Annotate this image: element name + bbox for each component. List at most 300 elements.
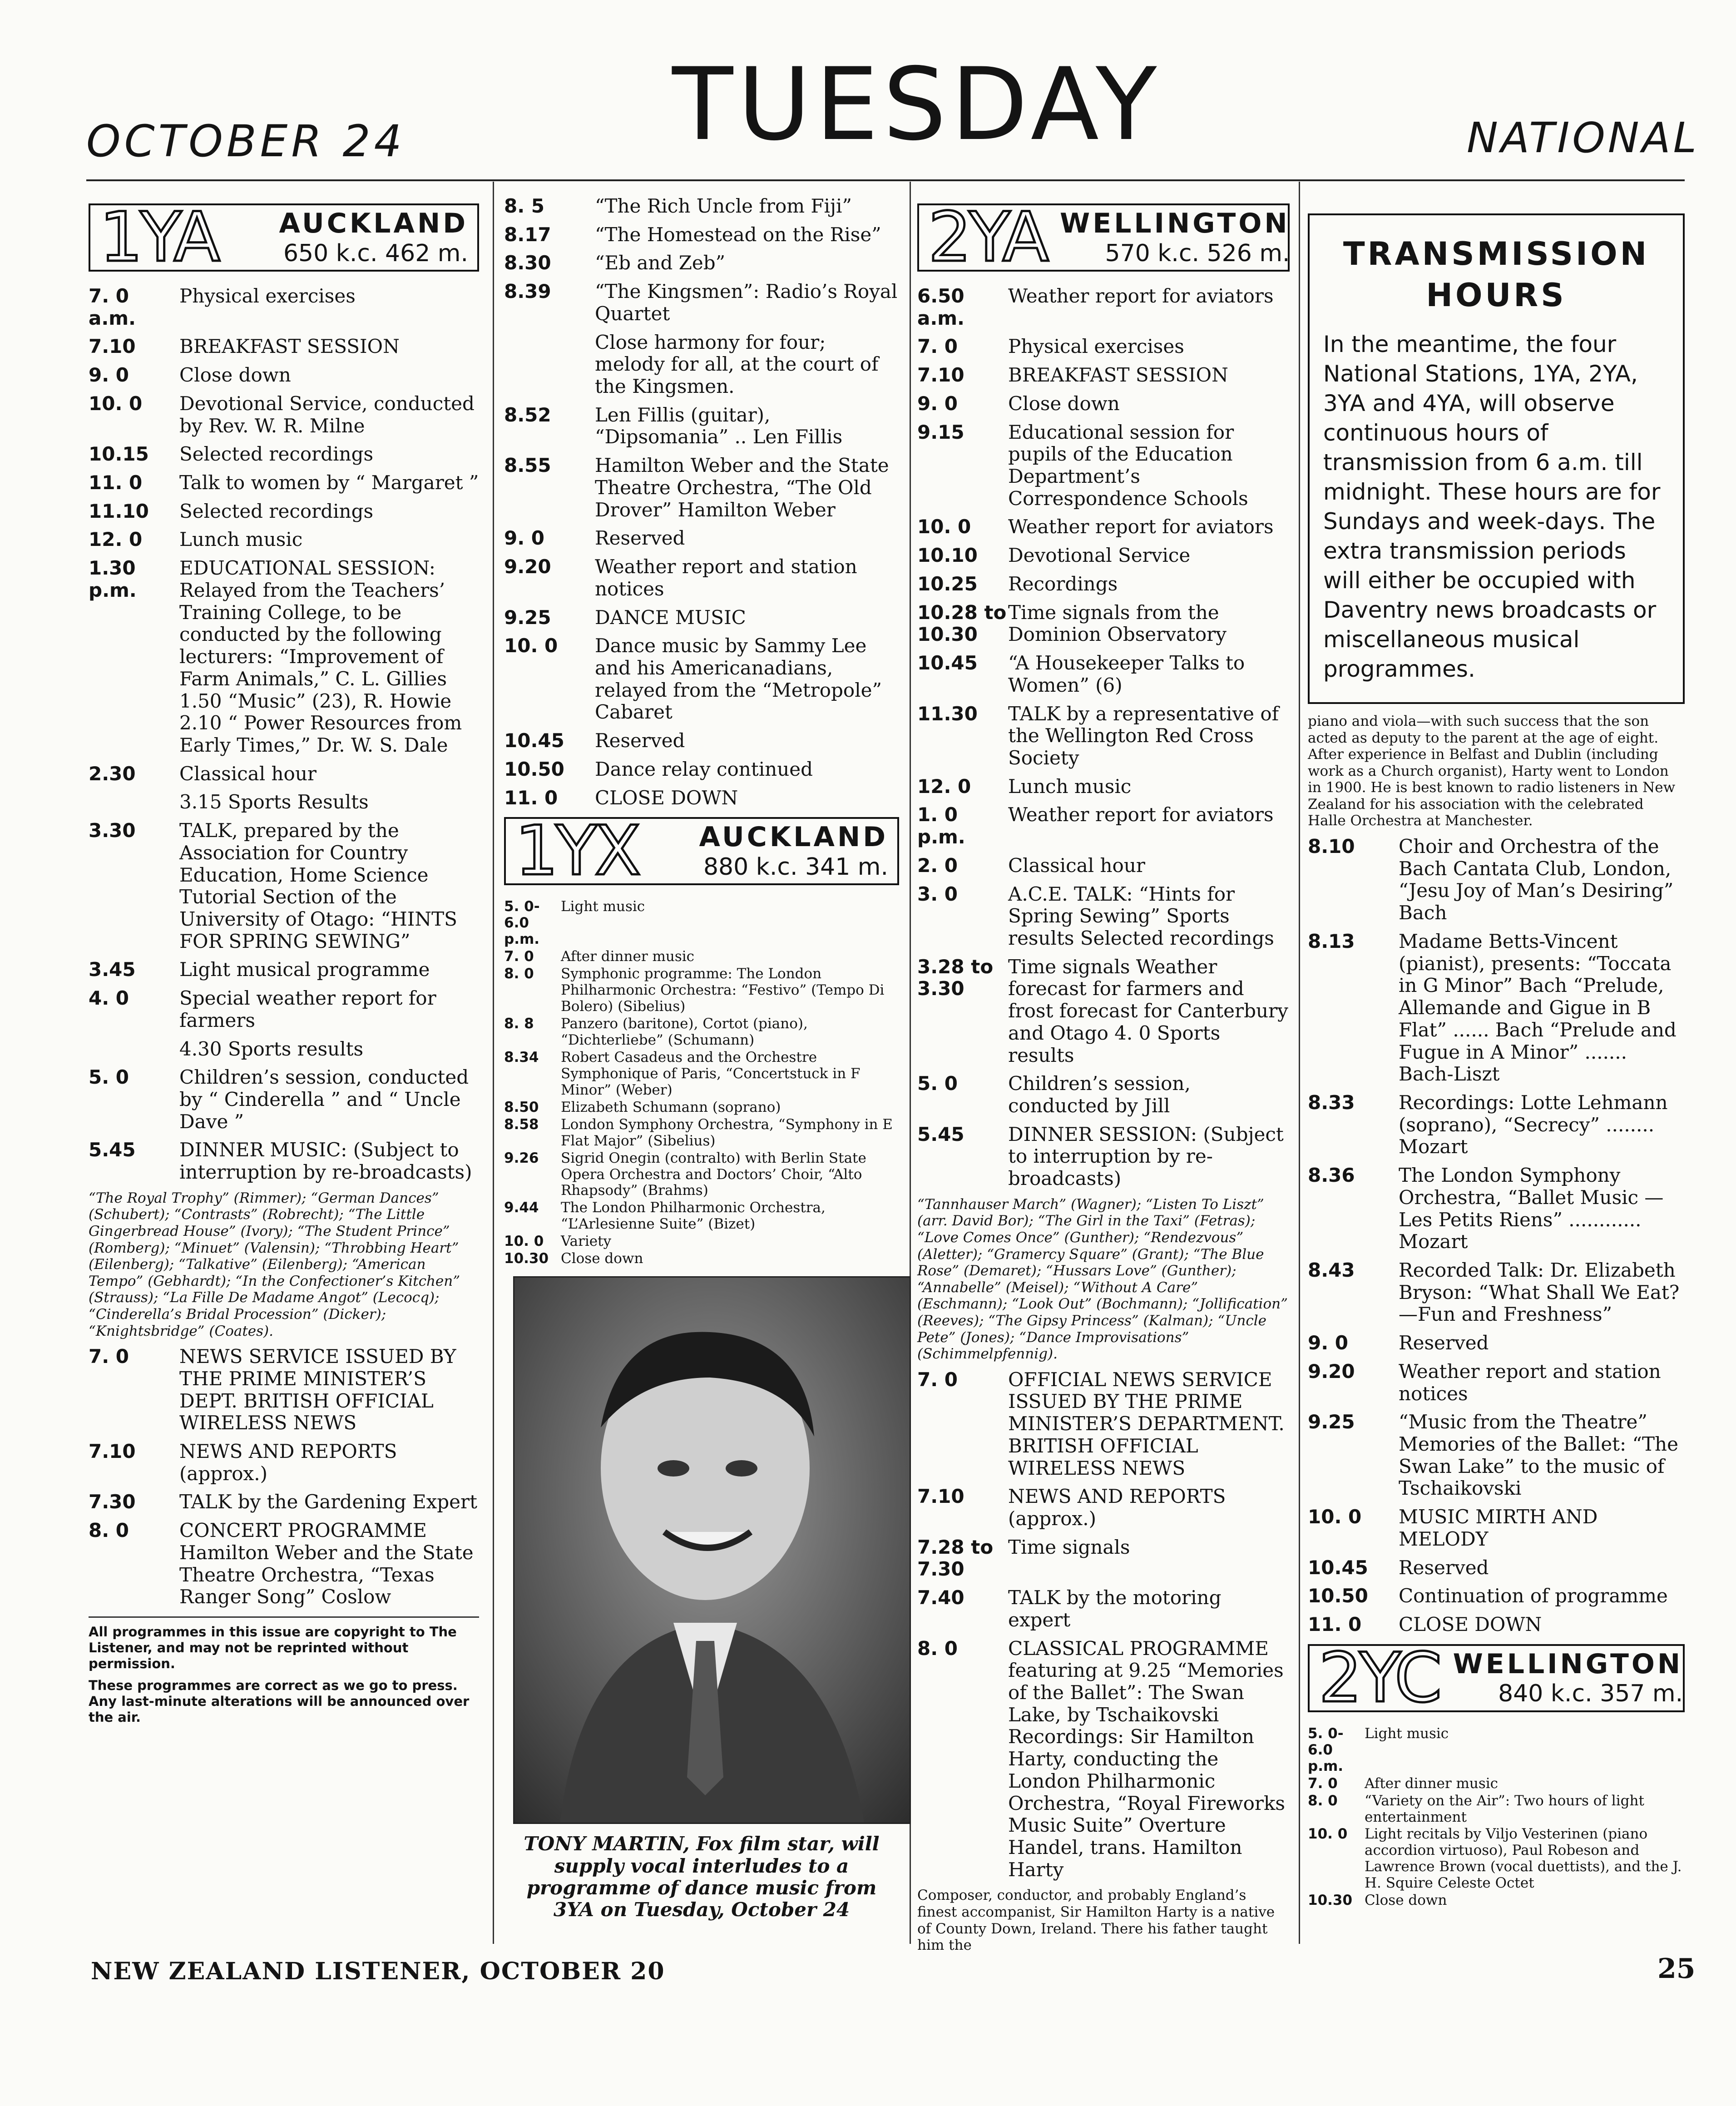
programme-time: 8. 0	[504, 966, 534, 982]
network-heading: NATIONAL	[1467, 114, 1699, 162]
programme-description: Sigrid Onegin (contralto) with Berlin State Opera Orchestra and Doctors’ Choir, “Alto Rhapsody” (Brahms)	[561, 1150, 866, 1199]
programme-description: Children’s session, conducted by “ Cinderella ” and “ Uncle Dave ”	[179, 1066, 469, 1133]
programme-description: Light recitals by Viljo Vesterinen (piano accordion virtuoso), Paul Robeson and Lawrence Brown (vocal duettists), and the J. H. Squire Celeste Octet	[1365, 1826, 1682, 1892]
programme-description: CLOSE DOWN	[1399, 1613, 1542, 1636]
programme-item	[1308, 1614, 1685, 1636]
programme-item	[89, 336, 479, 358]
programme-description: Reserved	[595, 527, 685, 550]
programme-list	[504, 195, 899, 809]
programme-item	[504, 1100, 899, 1116]
programme-item	[504, 730, 899, 752]
station-frequency: 570 k.c. 526 m.	[1105, 239, 1290, 267]
programme-description: EDUCATIONAL SESSION: Relayed from the Teachers’ Training College, to be conducted by the following lecturers: “Improvement of Farm Animals,” C. L. Gillies 1.50 “Music” (23), R. Howie 2.10 “ Power Resources from Early Times,” Dr. W. S. Dale	[179, 557, 462, 756]
programme-time: 9. 0	[504, 527, 545, 550]
transmission-body: In the meantime, the four National Stations, 1YA, 2YA, 3YA and 4YA, will observe continuous hours of transmission from 6 a.m. till midnight. These hours are for Sundays and week-days. The extra transmission periods will either be occupied with Daventry news broadcasts or miscellaneous musical programmes.	[1323, 331, 1661, 682]
programme-description: OFFICIAL NEWS SERVICE ISSUED BY THE PRIME MINISTER’S DEPARTMENT. BRITISH OFFICIAL WIRELESS NEWS	[1008, 1368, 1285, 1479]
station-call: 2YA	[928, 198, 1047, 277]
column-rule	[1299, 182, 1300, 1944]
programme-item	[504, 1150, 899, 1199]
programme-time: 5.45	[89, 1139, 136, 1161]
column-2ya	[917, 195, 1290, 1960]
programme-description: Recordings: Lotte Lehmann (soprano), “Secrecy” ........ Mozart	[1399, 1091, 1668, 1158]
programme-time: 7. 0 a.m.	[89, 285, 136, 329]
programme-description: Talk to women by “ Margaret ”	[179, 471, 479, 494]
programme-time: 8.13	[1308, 930, 1355, 952]
programme-list	[504, 899, 899, 1267]
programme-description: CONCERT PROGRAMME Hamilton Weber and the State Theatre Orchestra, “Texas Ranger Song” Coslow	[179, 1519, 474, 1608]
programme-item	[917, 703, 1290, 769]
programme-time: 12. 0	[89, 528, 143, 551]
programme-time: 1. 0 p.m.	[917, 803, 965, 848]
column-rule	[493, 182, 494, 1944]
programme-item	[89, 1066, 479, 1133]
programme-description: TALK by a representative of the Wellington Red Cross Society	[1008, 702, 1279, 769]
programme-time: 6.50 a.m.	[917, 285, 965, 329]
programme-item	[89, 285, 479, 329]
programme-description: Recordings	[1008, 572, 1118, 595]
programme-item	[917, 421, 1290, 510]
programme-list	[89, 285, 479, 1184]
programme-item	[504, 252, 899, 274]
programme-time	[89, 791, 179, 813]
programme-description: TALK, prepared by the Association for Country Education, Home Science Tutorial Section of the University of Otago: “HINTS FOR SPRING SEWING”	[179, 819, 457, 952]
programme-time: 7.10	[89, 1440, 136, 1462]
programme-item	[504, 527, 899, 550]
programme-time: 11. 0	[89, 471, 143, 494]
programme-item	[89, 529, 479, 551]
programme-description: Choir and Orchestra of the Bach Cantata Club, London, “Jesu Joy of Man’s Desiring” Bach	[1399, 835, 1674, 924]
programme-item	[1308, 1259, 1685, 1326]
programme-time: 4. 0	[89, 987, 129, 1010]
programme-item	[89, 443, 479, 466]
programme-description: Weather report for aviators	[1008, 285, 1274, 307]
station-city: AUCKLAND	[699, 821, 888, 853]
programme-time: 7.40	[917, 1586, 964, 1609]
programme-item	[917, 336, 1290, 358]
programme-description: “A Housekeeper Talks to Women” (6)	[1008, 652, 1245, 696]
programme-item	[1308, 1726, 1685, 1775]
programme-time: 3. 0	[917, 882, 958, 905]
programme-time: 9.25	[504, 606, 551, 629]
programme-item	[917, 285, 1290, 329]
programme-description: DINNER MUSIC: (Subject to interruption by re-broadcasts)	[179, 1139, 472, 1184]
programme-item	[917, 364, 1290, 387]
programme-description: BREAKFAST SESSION	[179, 335, 400, 358]
programme-time: 10.30	[1308, 1892, 1353, 1909]
programme-time: 8. 5	[504, 195, 545, 217]
header-rule	[86, 179, 1685, 181]
programme-list	[1308, 836, 1685, 1636]
programme-item	[504, 966, 899, 1015]
column-1ya-cont	[504, 195, 899, 1921]
programme-description: Len Fillis (guitar), “Dipsomania” .. Len Fillis	[595, 403, 843, 448]
station-header-1ya	[89, 198, 479, 277]
biography-continued: piano and viola—with such success that the son acted as deputy to the parent at the age of eight. After experience in Belfast and Dublin (including work as a Church organist), Harty went to London in 1900. He is best known to radio listeners in New Zealand for his association with the celebrated Halle Orchestra at Manchester.	[1308, 713, 1676, 829]
programme-time: 8.17	[504, 223, 551, 246]
programme-time: 7. 0	[917, 335, 958, 358]
programme-description: “The Homestead on the Rise”	[595, 223, 881, 246]
programme-item	[89, 1038, 479, 1060]
programme-time: 3.30	[89, 819, 136, 842]
programme-time: 2.30	[89, 762, 136, 785]
programme-description: “Eb and Zeb”	[595, 252, 726, 274]
programme-time: 1.30 p.m.	[89, 557, 137, 601]
programme-time: 9. 0	[1308, 1332, 1349, 1354]
programme-item	[89, 987, 479, 1031]
programme-item	[1308, 931, 1685, 1085]
programme-description: Recorded Talk: Dr. Elizabeth Bryson: “What Shall We Eat? —Fun and Freshness”	[1399, 1259, 1680, 1326]
station-call: 2YC	[1319, 1638, 1439, 1718]
programme-description: Selected recordings	[179, 443, 374, 466]
programme-time: 7.10	[917, 1485, 964, 1508]
programme-description: Close down	[179, 364, 291, 387]
programme-description: NEWS AND REPORTS (approx.)	[179, 1440, 397, 1485]
programme-item	[89, 1491, 479, 1513]
programme-description: Special weather report for farmers	[179, 987, 436, 1031]
programme-time: 3.45	[89, 958, 136, 981]
programme-description: Classical hour	[1008, 854, 1145, 877]
programme-time: 7.28 to 7.30	[917, 1536, 994, 1581]
programme-description: 3.15 Sports Results	[179, 791, 369, 813]
programme-time: 8. 0	[917, 1637, 958, 1660]
station-header-1yx	[504, 812, 899, 891]
programme-description: “Variety on the Air”: Two hours of light entertainment	[1365, 1792, 1644, 1825]
dinner-music-note: “Tannhauser March” (Wagner); “Listen To Liszt” (arr. David Bor); “The Girl in the Taxi” (Fetras); “Love Comes Once” (Gunther); “Rendezvous” (Aletter); “Gramercy Square” (Grant); “The Blue Rose” (Demaret); “Hussars Love” (Gunther); “Annabelle” (Meisel); “Without A Care” (Eschmann); “Look Out” (Bochmann); “Jollification” (Reeves); “The Gipsy Princess” (Kalman); “Uncle Pete” (Jones); “Dance Improvisations” (Schimmelpfennig).	[917, 1196, 1288, 1363]
programme-time: 8. 0	[89, 1519, 129, 1542]
programme-item	[89, 1520, 479, 1608]
transmission-title: TRANSMISSION HOURS	[1343, 235, 1650, 314]
programme-time: 2. 0	[917, 854, 958, 877]
programme-item	[917, 776, 1290, 798]
programme-item	[504, 1200, 899, 1233]
programme-item	[1308, 1793, 1685, 1826]
programme-time: 9.20	[504, 555, 551, 578]
programme-item	[504, 224, 899, 246]
programme-time: 10.45	[917, 652, 978, 674]
programme-description: After dinner music	[1365, 1775, 1499, 1792]
programme-description: Light musical programme	[179, 958, 430, 981]
programme-item	[89, 557, 479, 756]
programme-description: Light music	[561, 898, 645, 915]
programme-time: 5. 0-6.0 p.m.	[1308, 1725, 1344, 1774]
programme-item	[917, 1536, 1290, 1581]
programme-item	[504, 899, 899, 948]
station-header-2yc	[1308, 1638, 1685, 1718]
programme-item	[504, 949, 899, 965]
programme-description: The London Philharmonic Orchestra, “L’Arlesienne Suite” (Bizet)	[561, 1199, 826, 1233]
programme-time: 7. 0	[917, 1368, 958, 1391]
programme-item	[917, 1369, 1290, 1480]
programme-time: 10.45	[1308, 1556, 1368, 1579]
station-call: 1YX	[515, 812, 638, 891]
programme-item	[917, 1638, 1290, 1881]
programme-item	[917, 1486, 1290, 1530]
programme-description: NEWS SERVICE ISSUED BY THE PRIME MINISTER’S DEPT. BRITISH OFFICIAL WIRELESS NEWS	[179, 1345, 456, 1434]
programme-time: 7. 0	[504, 948, 534, 965]
programme-time: 8. 0	[1308, 1792, 1338, 1809]
programme-item	[504, 332, 899, 398]
programme-item	[917, 956, 1290, 1067]
programme-description: Weather report for aviators	[1008, 803, 1274, 826]
programme-item	[917, 1073, 1290, 1117]
divider	[89, 1616, 479, 1618]
programme-item	[504, 404, 899, 448]
programme-time: 9. 0	[917, 392, 958, 415]
programme-item	[917, 573, 1290, 595]
programme-list	[917, 1369, 1290, 1881]
programme-item	[917, 516, 1290, 538]
programme-time: 11. 0	[504, 786, 558, 809]
programme-time: 5. 0	[917, 1072, 958, 1095]
programme-time: 10. 0	[1308, 1506, 1362, 1528]
programme-time: 5. 0	[89, 1066, 129, 1089]
programme-item	[504, 281, 899, 325]
programme-item	[917, 545, 1290, 567]
programme-time: 10. 0	[917, 515, 971, 538]
programme-item	[917, 1587, 1290, 1631]
programme-time: 10.45	[504, 729, 564, 752]
programme-item	[89, 364, 479, 387]
programme-list	[1308, 1726, 1685, 1909]
programme-item	[1308, 1826, 1685, 1892]
programme-item	[917, 1124, 1290, 1190]
date-heading: OCTOBER 24	[86, 116, 406, 167]
programme-description: TALK by the motoring expert	[1008, 1586, 1222, 1631]
biography-note: Composer, conductor, and probably England’s finest accompanist, Sir Hamilton Harty is a native of County Down, Ireland. There his father taught him the	[917, 1887, 1275, 1954]
programme-item	[504, 1234, 899, 1250]
programme-description: TALK by the Gardening Expert	[179, 1491, 477, 1513]
programme-description: Weather report for aviators	[1008, 515, 1274, 538]
photo-caption: TONY MARTIN, Fox film star, will supply vocal interludes to a programme of dance music from 3YA on Tuesday, October 24	[524, 1833, 880, 1921]
programme-time: 9.15	[917, 421, 964, 443]
programme-item	[917, 883, 1290, 950]
page-number: 25	[1657, 1953, 1696, 1985]
programme-time: 9.20	[1308, 1360, 1355, 1383]
programme-description: The London Symphony Orchestra, “Ballet Music — Les Petits Riens” ............ Mozart	[1399, 1164, 1664, 1253]
programme-item	[1308, 1506, 1685, 1550]
programme-description: Reserved	[1399, 1556, 1489, 1579]
column-2ya-cont	[1308, 195, 1685, 1910]
programme-time: 7.10	[917, 364, 964, 387]
programme-description: Weather report and station notices	[595, 555, 857, 600]
programme-time: 8.10	[1308, 835, 1355, 858]
programme-item	[89, 1441, 479, 1485]
programme-time: 9. 0	[89, 364, 129, 387]
programme-time: 8.39	[504, 280, 551, 303]
programme-time: 10. 0	[1308, 1826, 1348, 1843]
programme-item	[504, 1117, 899, 1150]
programme-time: 10.15	[89, 443, 149, 466]
programme-description: Reserved	[1399, 1332, 1489, 1354]
programme-item	[1308, 1557, 1685, 1579]
programme-item	[1308, 836, 1685, 924]
station-frequency: 880 k.c. 341 m.	[703, 853, 888, 881]
programme-time: 8.33	[1308, 1091, 1355, 1114]
programme-description: BREAKFAST SESSION	[1008, 364, 1228, 387]
programme-time: 11. 0	[1308, 1613, 1362, 1636]
programme-description: Dance relay continued	[595, 758, 813, 780]
programme-description: MUSIC MIRTH AND MELODY	[1399, 1506, 1598, 1550]
programme-time: 10.28 to 10.30	[917, 601, 1007, 646]
dinner-music-note: “The Royal Trophy” (Rimmer); “German Dances” (Schubert); “Contrasts” (Robrecht); “The Little Gingerbread House” (Ivory); “The Student Prince” (Romberg); “Minuet” (Valensin); “Throbbing Heart” (Eilenberg); “Talkative” (Eilenberg); “American Tempo” (Gebhardt); “In the Confectioner’s Kitchen” (Strauss); “La Fille De Madame Angot” (Lecocq); “Cinderella’s Bridal Procession” (Dicker); “Knightsbridge” (Coates).	[89, 1189, 460, 1339]
programme-item	[504, 758, 899, 781]
programme-time: 7. 0	[1308, 1775, 1338, 1792]
programme-description: Symphonic programme: The London Philharmonic Orchestra: “Festivo” (Tempo Di Bolero) (Sibelius)	[561, 966, 885, 1015]
programme-description: Physical exercises	[1008, 335, 1184, 358]
programme-description: “Music from the Theatre” Memories of the Ballet: “The Swan Lake” to the music of Tschaikovski	[1399, 1411, 1678, 1500]
programme-time: 8.43	[1308, 1259, 1355, 1281]
programme-item	[89, 959, 479, 981]
programme-time: 7. 0	[89, 1345, 129, 1368]
programme-time: 10. 0	[504, 1233, 544, 1250]
programme-description: Classical hour	[179, 762, 317, 785]
programme-description: A.C.E. TALK: “Hints for Spring Sewing” Sports results Selected recordings	[1008, 882, 1274, 949]
programme-time: 8.50	[504, 1099, 539, 1115]
programme-time: 10.50	[504, 758, 564, 780]
station-frequency: 840 k.c. 357 m.	[1498, 1680, 1683, 1708]
programme-item	[1308, 1164, 1685, 1253]
programme-time: 10.10	[917, 544, 978, 567]
programme-description: DINNER SESSION: (Subject to interruption by re-broadcasts)	[1008, 1123, 1284, 1190]
programme-item	[1308, 1585, 1685, 1607]
programme-item	[504, 607, 899, 629]
programme-description: “The Rich Uncle from Fiji”	[595, 195, 852, 217]
programme-item	[504, 787, 899, 809]
programme-item	[917, 855, 1290, 877]
programme-time: 8.30	[504, 252, 551, 274]
programme-description: 4.30 Sports results	[179, 1037, 364, 1060]
programme-description: Hamilton Weber and the State Theatre Orchestra, “The Old Drover” Hamilton Weber	[595, 454, 889, 521]
programme-item	[89, 500, 479, 523]
programme-description: Devotional Service, conducted by Rev. W. R. Milne	[179, 392, 475, 437]
programme-description: Selected recordings	[179, 500, 374, 522]
programme-description: Panzero (baritone), Cortot (piano), “Dichterliebe” (Schumann)	[561, 1015, 808, 1048]
programme-description: Continuation of programme	[1399, 1585, 1668, 1607]
station-city: AUCKLAND	[279, 208, 468, 240]
programme-time: 10.30	[504, 1250, 549, 1267]
programme-list	[917, 285, 1290, 1190]
programme-description: Weather report and station notices	[1399, 1360, 1661, 1405]
programme-item	[917, 602, 1290, 646]
programme-time: 11.30	[917, 702, 978, 725]
programme-time: 7.10	[89, 335, 136, 358]
programme-description: Lunch music	[1008, 775, 1132, 798]
programme-time	[504, 332, 595, 398]
programme-item	[504, 556, 899, 600]
programme-time: 8.34	[504, 1049, 539, 1065]
programme-item	[1308, 1411, 1685, 1500]
programme-item	[1308, 1332, 1685, 1354]
programme-time: 5.45	[917, 1123, 964, 1145]
programme-time: 10.50	[1308, 1585, 1368, 1607]
footer-masthead: NEW ZEALAND LISTENER, OCTOBER 20	[91, 1957, 665, 1985]
programme-time: 8.36	[1308, 1164, 1355, 1187]
programme-description: Elizabeth Schumann (soprano)	[561, 1099, 781, 1115]
programme-time: 7.30	[89, 1491, 136, 1513]
transmission-hours-box	[1308, 213, 1685, 704]
programme-description: Devotional Service	[1008, 544, 1191, 567]
programme-description: CLOSE DOWN	[595, 786, 738, 809]
programme-description: Time signals Weather forecast for farmers and frost forecast for Canterbury and Otago 4. 0 Sports results	[1008, 955, 1288, 1066]
programme-description: CLASSICAL PROGRAMME featuring at 9.25 “Memories of the Ballet”: The Swan Lake, by Tschaikovski Recordings: Sir Hamilton Harty, conducting the London Philharmonic Orchestra, “Royal Fireworks Music Suite” Overture Handel, trans. Hamilton Harty	[1008, 1637, 1285, 1881]
programme-time: 10. 0	[504, 634, 558, 657]
programme-item	[1308, 1776, 1685, 1792]
programme-time: 9.44	[504, 1199, 539, 1216]
programme-item	[1308, 1092, 1685, 1158]
programme-description: Light music	[1365, 1725, 1449, 1742]
programme-time: 11.10	[89, 500, 149, 522]
programme-item	[504, 1016, 899, 1049]
station-header-2ya	[917, 198, 1290, 277]
column-1ya	[89, 195, 479, 1725]
programme-time: 5. 0-6.0 p.m.	[504, 898, 540, 948]
programme-description: Variety	[561, 1233, 612, 1250]
programme-description: Dance music by Sammy Lee and his Americanadians, relayed from the “Metropole” Cabaret	[595, 634, 882, 723]
programme-time: 12. 0	[917, 775, 971, 798]
programme-description: After dinner music	[561, 948, 695, 965]
portrait-photo	[513, 1276, 911, 1824]
programme-description: Madame Betts-Vincent (pianist), presents: “Toccata in G Minor” Bach “Prelude, Allemande and Gigue in B Flat” ...... Bach “Prelude and Fugue in A Minor” ....... Bach-Liszt	[1399, 930, 1677, 1085]
programme-item	[89, 1346, 479, 1434]
station-call: 1YA	[99, 198, 218, 277]
programme-description: NEWS AND REPORTS (approx.)	[1008, 1485, 1226, 1530]
programme-item	[89, 1139, 479, 1183]
programme-item	[89, 393, 479, 437]
programme-description: Close harmony for four; melody for all, at the court of the Kingsmen.	[595, 331, 879, 398]
day-heading: TUESDAY	[672, 46, 1162, 163]
programme-description: London Symphony Orchestra, “Symphony in E Flat Major” (Sibelius)	[561, 1116, 893, 1149]
programme-description: Close down	[1365, 1892, 1447, 1909]
programme-time: 8. 8	[504, 1015, 534, 1032]
programme-description: Time signals from the Dominion Observatory	[1008, 601, 1227, 646]
programme-description: Close down	[561, 1250, 643, 1267]
programme-description: “The Kingsmen”: Radio’s Royal Quartet	[595, 280, 898, 325]
programme-description: Time signals	[1008, 1536, 1130, 1558]
station-frequency: 650 k.c. 462 m.	[283, 239, 468, 267]
programme-description: Reserved	[595, 729, 685, 752]
programme-item	[917, 393, 1290, 415]
programme-item	[504, 195, 899, 218]
copyright-notice: All programmes in this issue are copyright to The Listener, and may not be reprinted without permission.	[89, 1624, 457, 1671]
programme-item	[1308, 1893, 1685, 1909]
programme-description: Children’s session, conducted by Jill	[1008, 1072, 1191, 1117]
programme-item	[504, 1050, 899, 1099]
programme-description: Physical exercises	[179, 285, 356, 307]
programme-time: 9.25	[1308, 1411, 1355, 1433]
programme-item	[1308, 1361, 1685, 1405]
programme-time: 3.28 to 3.30	[917, 955, 994, 1000]
programme-time: 10.25	[917, 572, 978, 595]
programme-description: Educational session for pupils of the Education Department’s Correspondence Schools	[1008, 421, 1248, 510]
programme-description: Close down	[1008, 392, 1120, 415]
programme-item	[504, 1251, 899, 1267]
programme-time: 8.55	[504, 454, 551, 477]
station-city: WELLINGTON	[1060, 208, 1290, 240]
station-city: WELLINGTON	[1453, 1648, 1683, 1680]
programme-list	[89, 1346, 479, 1608]
programme-item	[89, 791, 479, 813]
programme-item	[89, 472, 479, 494]
programme-description: Robert Casadeus and the Orchestre Symphonique of Paris, “Concertstuck in F Minor” (Weber)	[561, 1049, 861, 1098]
programme-item	[504, 635, 899, 723]
programme-item	[89, 820, 479, 952]
programme-description: DANCE MUSIC	[595, 606, 746, 629]
programme-time: 8.52	[504, 403, 551, 426]
programme-description: Lunch music	[179, 528, 303, 551]
programme-time: 10. 0	[89, 392, 143, 415]
programme-item	[917, 652, 1290, 696]
programme-time: 9.26	[504, 1150, 539, 1166]
